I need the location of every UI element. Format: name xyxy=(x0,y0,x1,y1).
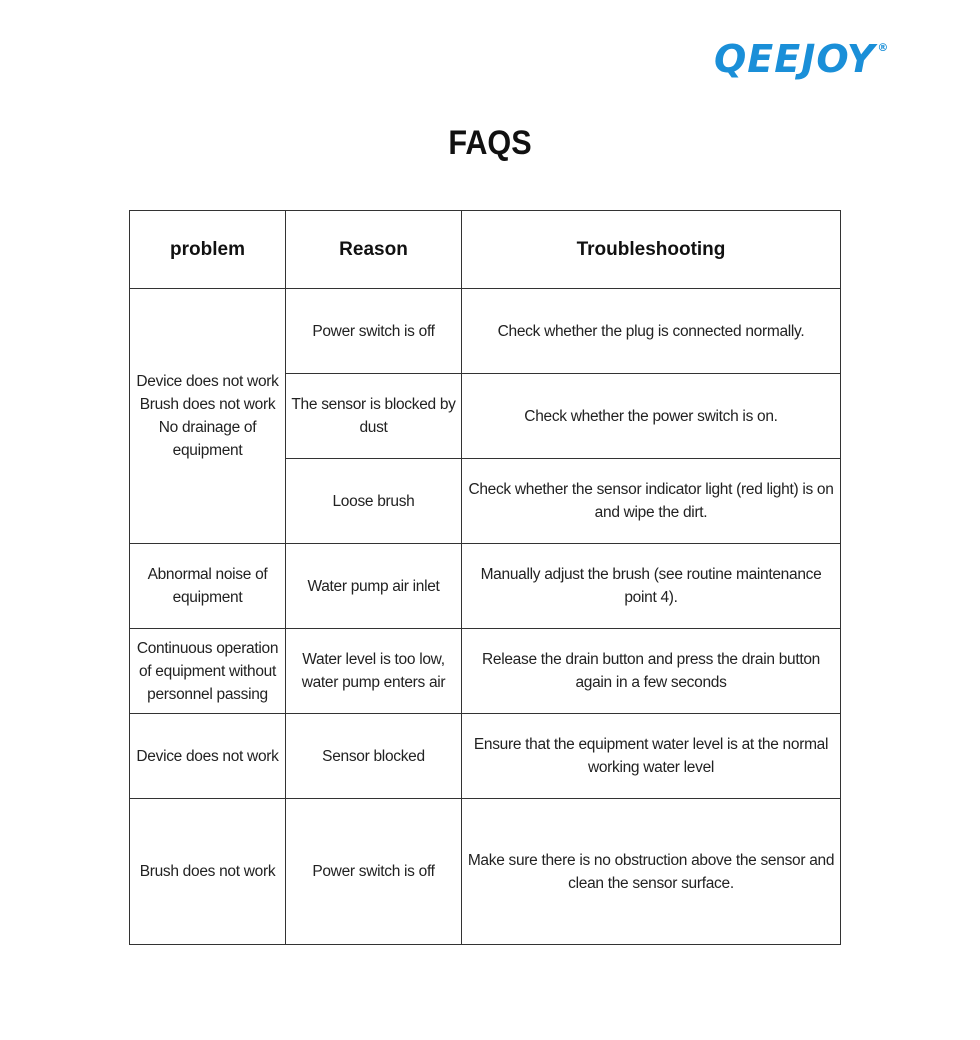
header-troubleshooting: Troubleshooting xyxy=(462,211,841,289)
table-row xyxy=(130,629,841,714)
troubleshooting-cell: Check whether the plug is connected normally. xyxy=(462,289,841,374)
faq-table xyxy=(129,210,841,945)
problem-line: equipment xyxy=(172,442,243,459)
table-row xyxy=(130,289,841,374)
header-reason: Reason xyxy=(286,211,462,289)
reason-cell: The sensor is blocked by dust xyxy=(286,374,462,459)
troubleshooting-cell: Check whether the sensor indicator light (red light) is on and wipe the dirt. xyxy=(462,459,841,544)
reason-cell: Loose brush xyxy=(286,459,462,544)
page-title: FAQS xyxy=(448,124,532,162)
brand-name: QEEJOY xyxy=(714,37,876,81)
troubleshooting-cell: Release the drain button and press the drain button again in a few seconds xyxy=(462,629,841,714)
table-row xyxy=(130,799,841,945)
troubleshooting-cell: Ensure that the equipment water level is at the normal working water level xyxy=(462,714,841,799)
troubleshooting-cell: Make sure there is no obstruction above the sensor and clean the sensor surface. xyxy=(462,799,841,945)
reason-cell: Power switch is off xyxy=(286,799,462,945)
troubleshooting-cell: Check whether the power switch is on. xyxy=(462,374,841,459)
problem-cell: Device does not work xyxy=(130,714,286,799)
reason-cell: Water pump air inlet xyxy=(286,544,462,629)
problem-line: Brush does not work xyxy=(139,396,276,413)
table-header-row xyxy=(130,211,841,289)
reason-cell: Water level is too low, water pump enters air xyxy=(286,629,462,714)
registered-mark: ® xyxy=(877,41,890,54)
problem-line: Device does not work xyxy=(136,373,279,390)
reason-cell: Power switch is off xyxy=(286,289,462,374)
brand-logo xyxy=(714,37,890,81)
table-row xyxy=(130,544,841,629)
problem-cell: Continuous operation of equipment without personnel passing xyxy=(130,629,286,714)
problem-cell: Abnormal noise of equipment xyxy=(130,544,286,629)
table-row xyxy=(130,714,841,799)
problem-cell xyxy=(130,289,286,544)
header-problem: problem xyxy=(130,211,286,289)
reason-cell: Sensor blocked xyxy=(286,714,462,799)
problem-line: No drainage of xyxy=(158,419,257,436)
troubleshooting-cell: Manually adjust the brush (see routine maintenance point 4). xyxy=(462,544,841,629)
problem-cell: Brush does not work xyxy=(130,799,286,945)
